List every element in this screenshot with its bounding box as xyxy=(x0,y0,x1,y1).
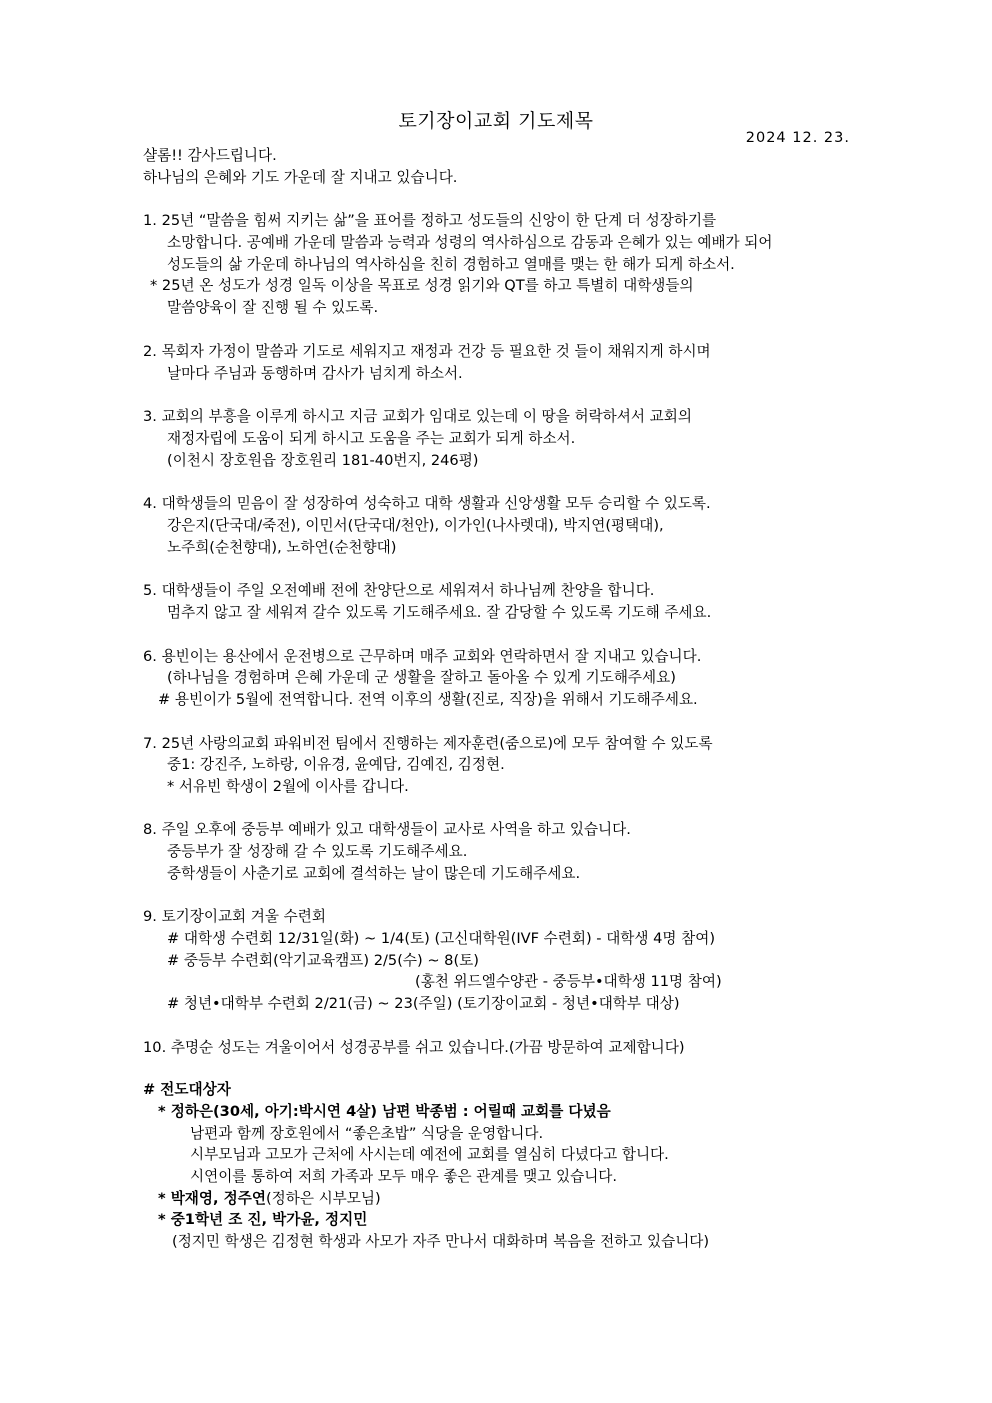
prayer-item-6-line: (하나님을 경험하며 은혜 가운데 군 생활을 잘하고 돌아올 수 있게 기도해주세요) xyxy=(167,669,676,686)
prayer-item-9-line: (홍천 위드엘수양관 - 중등부•대학생 11명 참여) xyxy=(415,973,722,990)
prayer-item-2-line: 2. 목회자 가정이 말씀과 기도로 세워지고 재정과 건강 등 필요한 것 들이 채워지게 하시며 xyxy=(143,343,711,360)
evangelism-line: 시연이를 통하여 저희 가족과 모두 매우 좋은 관계를 맺고 있습니다. xyxy=(190,1168,618,1185)
prayer-item-7-line: 7. 25년 사랑의교회 파워비전 팀에서 진행하는 제자훈련(줌으로)에 모두 참여할 수 있도록 xyxy=(143,735,713,752)
prayer-item-6-line: # 용빈이가 5월에 전역합니다. 전역 이후의 생활(진로, 직장)을 위해서 기도해주세요. xyxy=(158,691,698,708)
prayer-item-2-line: 날마다 주님과 동행하며 감사가 넘치게 하소서. xyxy=(167,365,463,382)
prayer-item-4-line: 노주희(순천향대), 노하연(순천향대) xyxy=(167,539,397,556)
prayer-item-10-line: 10. 추명순 성도는 겨울이어서 성경공부를 쉬고 있습니다.(가끔 방문하여 교제합니다) xyxy=(143,1039,685,1056)
evangelism-line: 남편과 함께 장호원에서 “좋은초밥” 식당을 운영합니다. xyxy=(190,1125,544,1142)
prayer-item-1-line: 성도들의 삶 가운데 하나님의 역사하심을 친히 경험하고 열매를 맺는 한 해가 되게 하소서. xyxy=(167,256,735,273)
prayer-item-3-line: (이천시 장호원읍 장호원리 181-40번지, 246평) xyxy=(167,452,479,469)
prayer-item-9-line: 9. 토기장이교회 겨울 수련회 xyxy=(143,908,326,925)
greeting-line: 하나님의 은혜와 기도 가운데 잘 지내고 있습니다. xyxy=(143,169,458,186)
prayer-item-8-line: 중학생들이 사춘기로 교회에 결석하는 날이 많은데 기도해주세요. xyxy=(167,865,581,882)
prayer-item-9-line: # 중등부 수련회(악기교육캠프) 2/5(수) ~ 8(토) xyxy=(167,952,479,969)
evangelism-line xyxy=(158,1188,381,1209)
evangelism-names: * 박재영, 정주연 xyxy=(158,1190,266,1207)
date: 2024 12. 23. xyxy=(745,130,850,146)
prayer-item-8-line: 중등부가 잘 성장해 갈 수 있도록 기도해주세요. xyxy=(167,843,468,860)
prayer-item-4-line: 4. 대학생들의 믿음이 잘 성장하여 성숙하고 대학 생활과 신앙생활 모두 승리할 수 있도록. xyxy=(143,495,711,512)
prayer-item-3-line: 재정자립에 도움이 되게 하시고 도움을 주는 교회가 되게 하소서. xyxy=(167,430,576,447)
prayer-item-3-line: 3. 교회의 부흥을 이루게 하시고 지금 교회가 임대로 있는데 이 땅을 허락하셔서 교회의 xyxy=(143,408,692,425)
prayer-item-5-line: 5. 대학생들이 주일 오전예배 전에 찬양단으로 세워져서 하나님께 찬양을 합니다. xyxy=(143,582,655,599)
evangelism-line: (정지민 학생은 김정현 학생과 사모가 자주 만나서 대화하며 복음을 전하고 있습니다) xyxy=(172,1233,710,1250)
prayer-item-8-line: 8. 주일 오후에 중등부 예배가 있고 대학생들이 교사로 사역을 하고 있습니다. xyxy=(143,821,631,838)
prayer-item-9-line: # 청년•대학부 수련회 2/21(금) ~ 23(주일) (토기장이교회 - 청년•대학부 대상) xyxy=(167,995,680,1012)
prayer-item-7-line: 중1: 강진주, 노하랑, 이유경, 윤예담, 김예진, 김정현. xyxy=(167,756,505,773)
prayer-item-1-line: 말씀양육이 잘 진행 될 수 있도록. xyxy=(167,299,379,316)
prayer-item-5-line: 멈추지 않고 잘 세워져 갈수 있도록 기도해주세요. 잘 감당할 수 있도록 기도해 주세요. xyxy=(167,604,712,621)
page-title: 토기장이교회 기도제목 xyxy=(398,110,594,132)
evangelism-note: (정하은 시부모님) xyxy=(265,1190,381,1207)
prayer-item-9-line: # 대학생 수련회 12/31일(화) ~ 1/4(토) (고신대학원(IVF 수련회) - 대학생 4명 참여) xyxy=(167,930,716,947)
prayer-item-1-line: 1. 25년 “말씀을 힘써 지키는 삶”을 표어를 정하고 성도들의 신앙이 한 단계 더 성장하기를 xyxy=(143,212,717,229)
evangelism-line: * 정하은(30세, 아기:박시연 4살) 남편 박종범 : 어릴때 교회를 다녔음 xyxy=(158,1103,611,1120)
prayer-item-4-line: 강은지(단국대/죽전), 이민서(단국대/천안), 이가인(나사렛대), 박지연(평택대), xyxy=(167,517,664,534)
prayer-item-1-line: * 25년 온 성도가 성경 일독 이상을 목표로 성경 읽기와 QT를 하고 특별히 대학생들의 xyxy=(150,277,694,294)
evangelism-heading: # 전도대상자 xyxy=(143,1081,231,1098)
evangelism-line: 시부모님과 고모가 근처에 사시는데 예전에 교회를 열심히 다녔다고 합니다. xyxy=(190,1146,669,1163)
prayer-item-6-line: 6. 용빈이는 용산에서 운전병으로 근무하며 매주 교회와 연락하면서 잘 지내고 있습니다. xyxy=(143,648,702,665)
greeting-line: 샬롬!! 감사드립니다. xyxy=(143,147,277,164)
prayer-item-1-line: 소망합니다. 공예배 가운데 말씀과 능력과 성령의 역사하심으로 감동과 은혜가 있는 예배가 되어 xyxy=(167,234,773,251)
prayer-item-7-line: * 서유빈 학생이 2월에 이사를 갑니다. xyxy=(167,778,409,795)
evangelism-line: * 중1학년 조 진, 박가윤, 정지민 xyxy=(158,1211,368,1228)
